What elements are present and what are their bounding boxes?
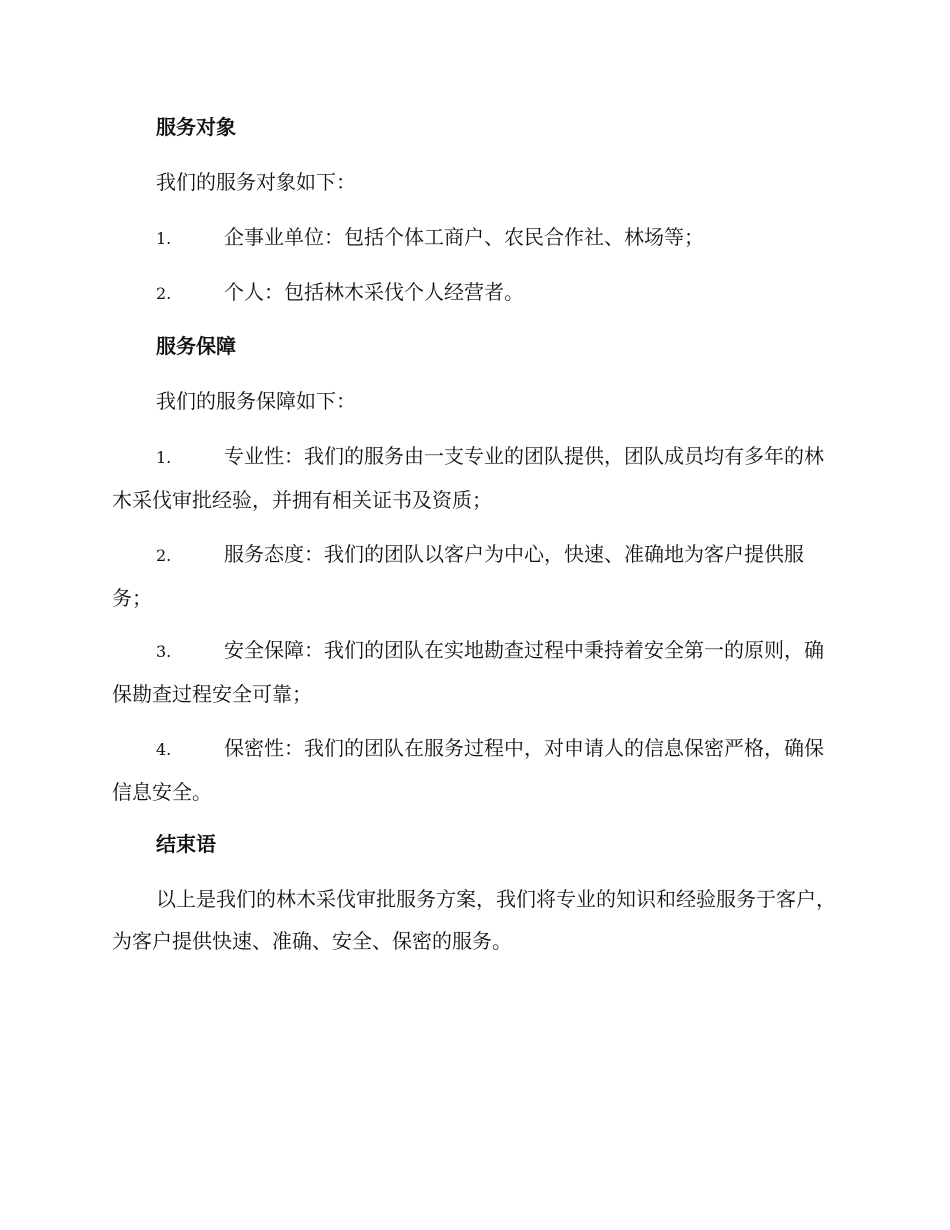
list-item-text: 企事业单位：包括个体工商户、农民合作社、林场等； bbox=[224, 225, 704, 249]
list-item-text: 安全保障：我们的团队在实地勘查过程中秉持着安全第一的原则，确保勘查过程安全可靠； bbox=[112, 638, 824, 706]
list-item bbox=[112, 533, 837, 619]
section-intro: 我们的服务对象如下： bbox=[156, 170, 356, 194]
list-item-text: 专业性：我们的服务由一支专业的团队提供，团队成员均有多年的林木采伐审批经验，并拥有相关证书及资质； bbox=[112, 444, 824, 512]
list-item-number: 2. bbox=[156, 284, 172, 303]
list-item bbox=[112, 216, 837, 260]
list-item-text: 保密性：我们的团队在服务过程中，对申请人的信息保密严格，确保信息安全。 bbox=[112, 736, 824, 804]
section-heading-service-targets: 服务对象 bbox=[156, 115, 236, 139]
list-item bbox=[112, 727, 837, 813]
list-item bbox=[112, 629, 837, 715]
section-heading-conclusion: 结束语 bbox=[156, 832, 216, 856]
list-item-number: 3. bbox=[156, 642, 172, 661]
list-item-text: 服务态度：我们的团队以客户为中心，快速、准确地为客户提供服务； bbox=[112, 542, 804, 610]
list-item-text: 个人：包括林木采伐个人经营者。 bbox=[224, 280, 524, 304]
list-item-number: 1. bbox=[156, 448, 172, 467]
section-intro: 我们的服务保障如下： bbox=[156, 389, 356, 413]
conclusion-paragraph: 以上是我们的林木采伐审批服务方案，我们将专业的知识和经验服务于客户，为客户提供快速、准确、安全、保密的服务。 bbox=[112, 887, 836, 953]
list-item-number: 2. bbox=[156, 546, 172, 565]
list-item bbox=[112, 435, 837, 521]
section-heading-service-guarantee: 服务保障 bbox=[156, 334, 236, 358]
list-item-number: 4. bbox=[156, 740, 172, 759]
list-item-number: 1. bbox=[156, 229, 172, 248]
list-item bbox=[112, 271, 837, 315]
